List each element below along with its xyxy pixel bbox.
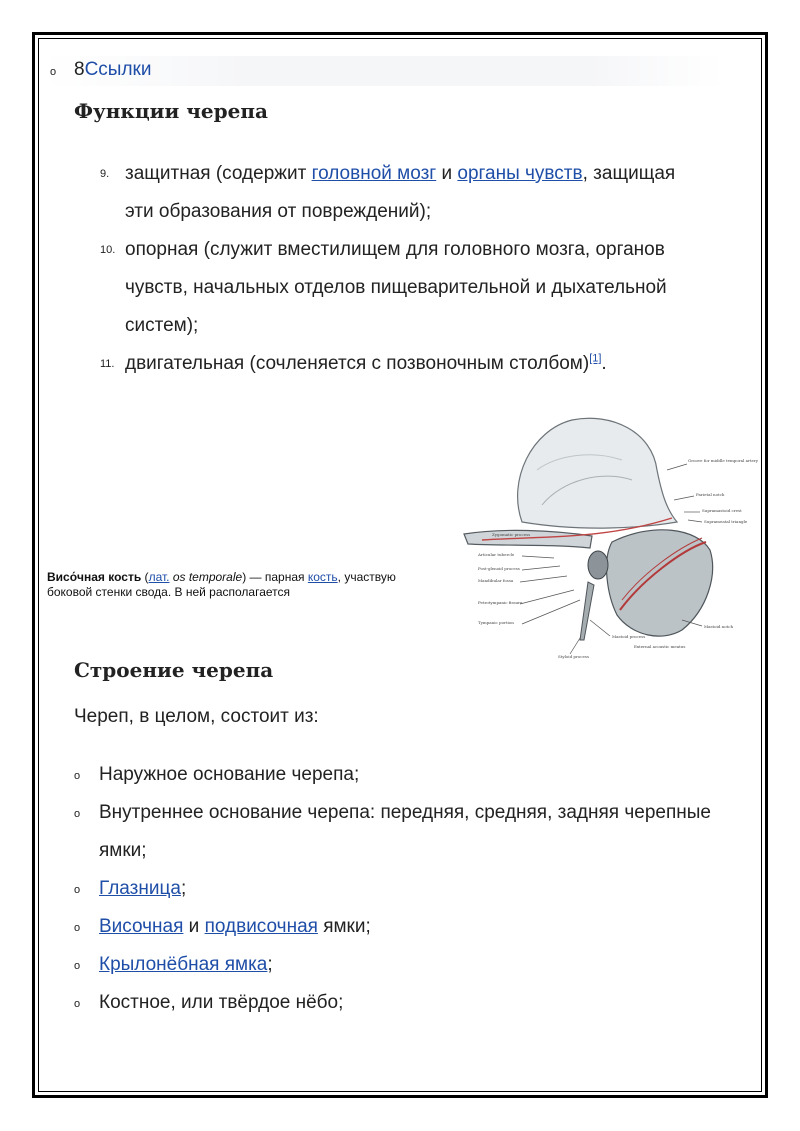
figure-label: Suprameatal triangle xyxy=(704,519,748,524)
bullet-marker: o xyxy=(74,884,81,896)
list-item: o Наружное основание черепа; xyxy=(74,756,714,794)
bullet-marker: o xyxy=(74,770,81,782)
link-pterygopalatine-fossa[interactable]: Крылонёбная ямка xyxy=(99,954,268,975)
figure-label: Parietal notch xyxy=(696,492,725,497)
figure-label: Styloid process xyxy=(558,654,589,659)
label-line xyxy=(520,590,574,604)
figure-label: Mastoid notch xyxy=(704,624,734,629)
list-item: 10. опорная (служит вместилищем для головного мозга, органов чувств, начальных отделов пищеварительной и дыхательной систем); xyxy=(100,231,700,345)
bullet-marker: o xyxy=(74,998,81,1010)
list-item: o Височная и подвисочная ямки; xyxy=(74,908,714,946)
link-bone[interactable]: кость xyxy=(307,570,338,584)
toc-bullet: o xyxy=(50,66,57,78)
figure-label: External acoustic meatus xyxy=(634,644,686,649)
structure-list xyxy=(74,756,714,1022)
label-line xyxy=(667,464,687,470)
figure-label: Petrotympanic fissure xyxy=(478,600,523,605)
link-infratemporal-fossa[interactable]: подвисочная xyxy=(204,916,318,937)
list-item: o Внутреннее основание черепа: передняя, средняя, задняя черепные ямки; xyxy=(74,794,714,870)
figure-label: Supramastoid crest xyxy=(702,508,742,513)
structure-intro: Череп, в целом, состоит из: xyxy=(74,706,319,727)
list-item: o Костное, или твёрдое нёбо; xyxy=(74,984,714,1022)
label-line xyxy=(522,566,560,570)
link-brain[interactable]: головной мозг xyxy=(311,163,437,184)
list-item: o Крылонёбная ямка; xyxy=(74,946,714,984)
figure-label: Groove for middle temporal artery xyxy=(688,458,759,463)
reference-link[interactable]: [1] xyxy=(589,352,602,365)
toc-link[interactable]: Ссылки xyxy=(84,59,152,80)
bone-styloid-process xyxy=(580,582,594,640)
label-line xyxy=(688,520,702,522)
list-item: o Глазница; xyxy=(74,870,714,908)
bone-squama xyxy=(518,418,677,528)
label-line xyxy=(590,620,610,636)
figure-label: Tympanic portion xyxy=(478,620,514,625)
figure-label: Articular tubercle xyxy=(478,552,515,557)
link-temporal-fossa[interactable]: Височная xyxy=(99,916,184,937)
bullet-marker: o xyxy=(74,960,81,972)
label-line xyxy=(522,556,554,558)
toc-item-links[interactable] xyxy=(74,59,151,81)
bullet-marker: o xyxy=(74,808,81,820)
label-line xyxy=(674,496,694,500)
link-sense-organs[interactable]: органы чувств xyxy=(457,163,583,184)
bullet-marker: o xyxy=(74,922,81,934)
item-number: 11. xyxy=(100,358,115,370)
temporal-bone-illustration xyxy=(462,410,759,662)
item-number: 10. xyxy=(100,244,116,256)
list-item: 9. защитная (содержит головной мозг и органы чувств, защищая эти образования от повреждений); xyxy=(100,155,700,231)
figure-label: Mandibular fossa xyxy=(478,578,514,583)
figure-caption: Висо́чная кость (лат. os temporale) — парная кость, участвую боковой стенки свода. В ней располагается xyxy=(47,570,396,599)
figure-label: Post-glenoid process xyxy=(478,566,520,571)
section-heading-functions: Функции черепа xyxy=(74,99,268,123)
link-latin[interactable]: лат. xyxy=(148,570,170,584)
section-heading-structure: Строение черепа xyxy=(74,658,274,682)
figure-label: Zygomatic process xyxy=(492,532,531,537)
link-orbit[interactable]: Глазница xyxy=(99,878,181,899)
item-number: 9. xyxy=(100,168,110,180)
bone-acoustic-meatus xyxy=(588,551,608,579)
label-line xyxy=(520,576,567,582)
label-line xyxy=(570,638,580,654)
list-item: 11. двигательная (сочленяется с позвоночным столбом)[1]. xyxy=(100,345,700,383)
toc-number: 8 xyxy=(74,59,85,80)
figure-label: Mastoid process xyxy=(612,634,646,639)
label-line xyxy=(522,600,580,624)
functions-list xyxy=(100,155,700,383)
